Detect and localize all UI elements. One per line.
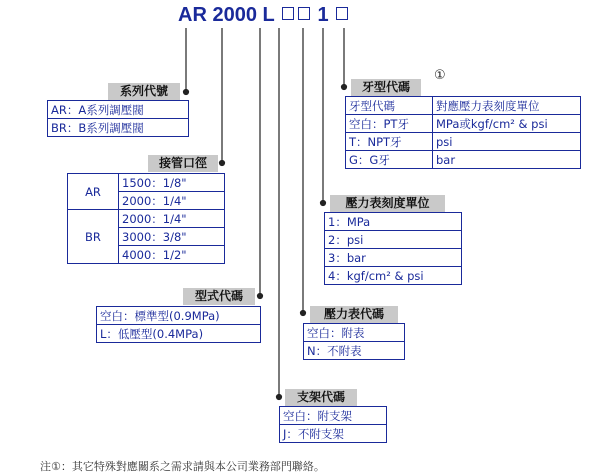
type-option: L：低壓型(0.4MPa) [97,325,261,343]
thread-cell: psi [433,133,581,151]
gauge-option: N：不附表 [304,342,405,360]
scale-option: 2：psi [325,231,462,249]
scale-title: 壓力表刻度單位 [330,195,445,212]
series-title: 系列代號 [108,83,180,100]
thread-cell: T：NPT牙 [346,133,433,151]
thread-cell: 牙型代碼 [346,97,433,115]
bracket-title: 支架代碼 [285,389,357,406]
thread-cell: G：G牙 [346,151,433,169]
scale-option: 1：MPa [325,213,462,231]
thread-title: 牙型代碼 [351,79,421,96]
series-option: AR：A系列調壓閥 [48,101,189,119]
bracket-table [279,406,387,443]
thread-cell: 對應壓力表刻度單位 [433,97,581,115]
thread-cell: 空白：PT牙 [346,115,433,133]
port-option: 2000：1/4" [119,210,225,228]
port-group-name: AR [68,174,119,210]
type-option: 空白：標準型(0.9MPa) [97,307,261,325]
port-title: 接管口徑 [148,155,218,172]
bracket-option: J：不附支架 [280,425,387,443]
model-digit: 1 [317,4,329,26]
type-table [96,306,261,343]
thread-cell: bar [433,151,581,169]
footnote: 注①：其它特殊對應關系之需求請與本公司業務部門聯絡。 [40,460,325,473]
series-table [47,100,189,137]
port-option: 1500：1/8" [119,174,225,192]
scale-option: 4：kgf/cm² & psi [325,267,462,285]
port-table [67,173,225,264]
note-marker: ① [434,68,446,83]
thread-cell: MPa或kgf/cm² & psi [433,115,581,133]
port-option: 3000：3/8" [119,228,225,246]
bracket-option: 空白：附支架 [280,407,387,425]
port-group-name: BR [68,210,119,264]
gauge-title: 壓力表代碼 [310,306,398,323]
type-title: 型式代碼 [183,288,255,305]
scale-table [324,212,462,285]
gauge-option: 空白：附表 [304,324,405,342]
scale-option: 3：bar [325,249,462,267]
thread-table [345,96,581,169]
model-prefix: AR 2000 L [178,4,275,26]
series-option: BR：B系列調壓閥 [48,119,189,137]
port-option: 4000：1/2" [119,246,225,264]
port-option: 2000：1/4" [119,192,225,210]
gauge-table [303,323,405,360]
